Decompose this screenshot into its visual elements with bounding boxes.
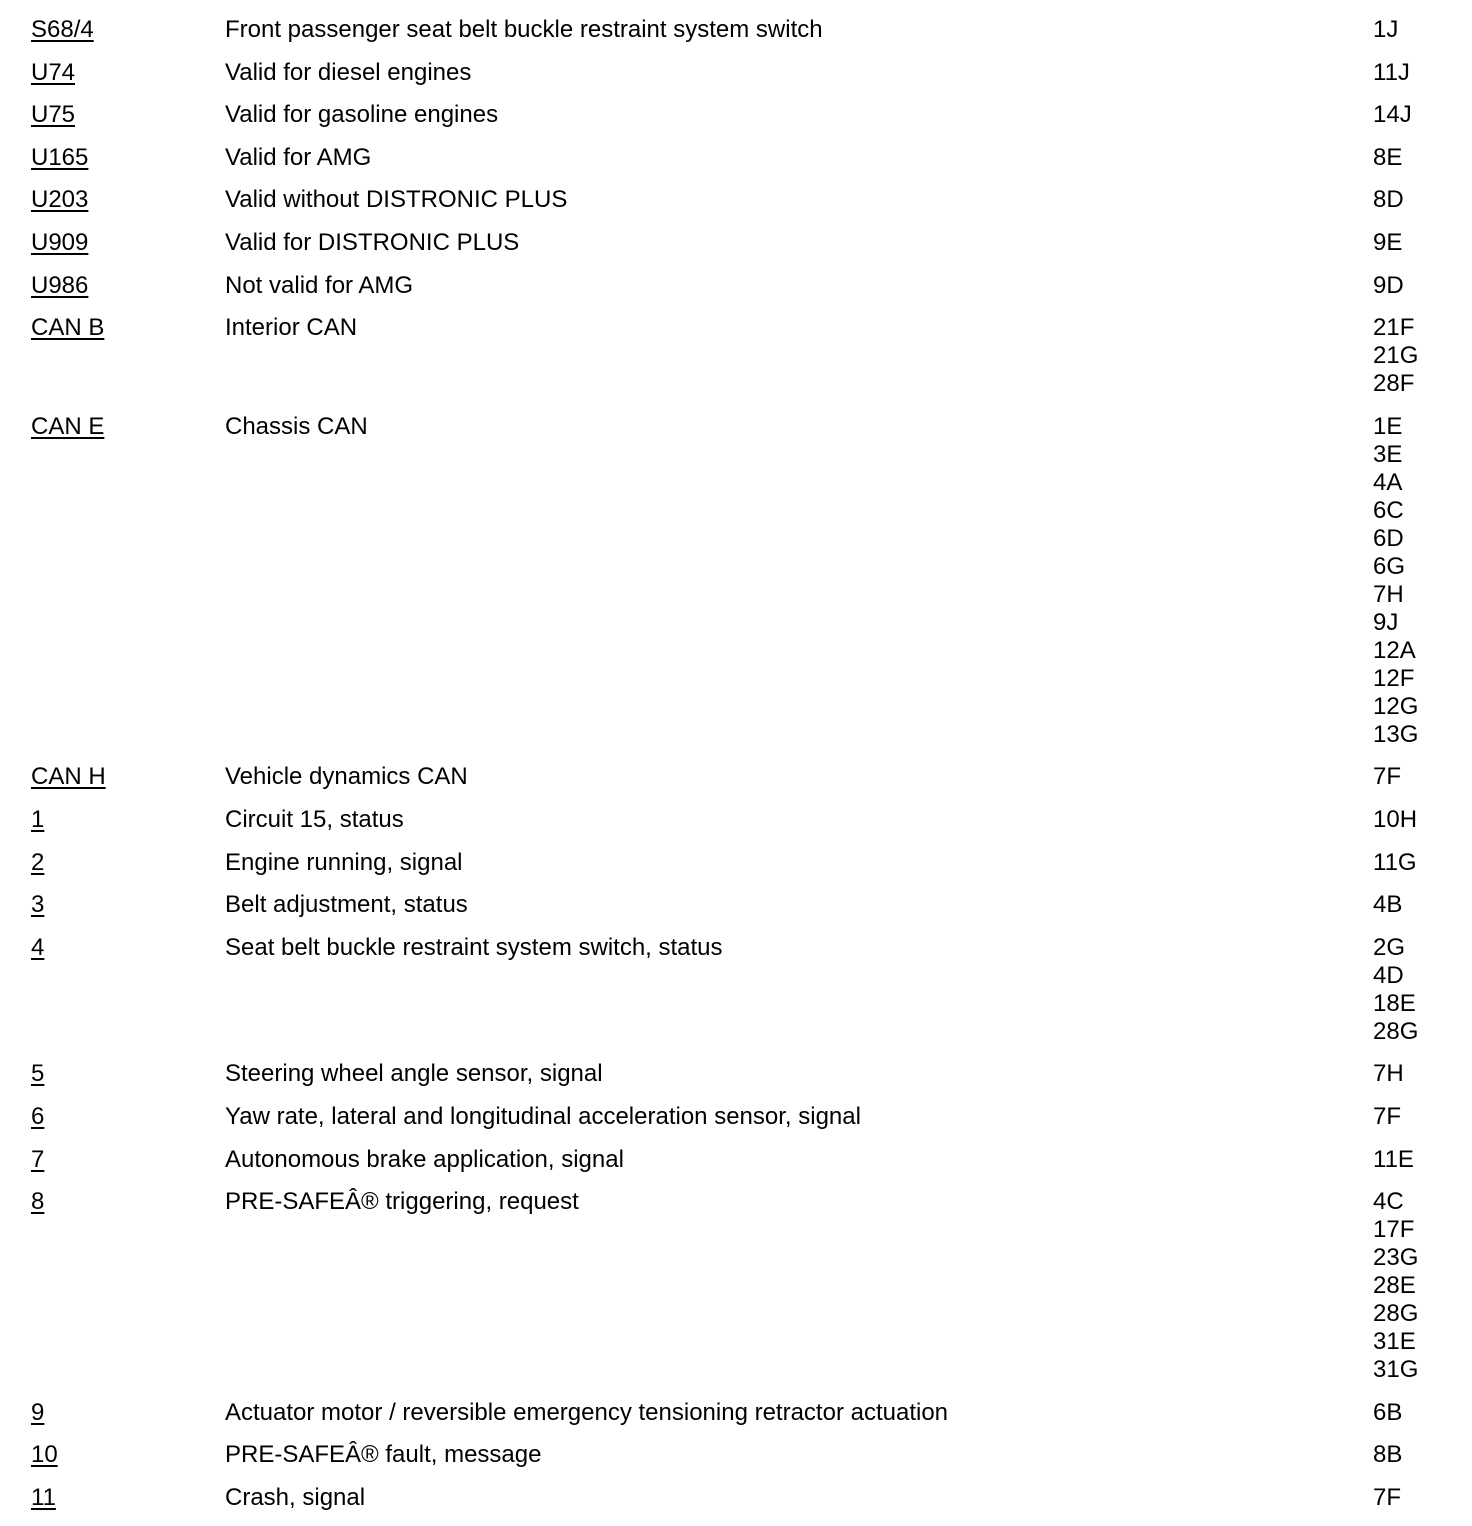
legend-code-link[interactable]: 8 — [31, 1188, 45, 1216]
legend-description: Belt adjustment, status — [225, 891, 468, 919]
legend-row — [31, 314, 1451, 398]
legend-description: Yaw rate, lateral and longitudinal acceleration sensor, signal — [225, 1102, 861, 1130]
grid-reference[interactable]: 6G — [1373, 552, 1406, 580]
legend-description: PRE-SAFEÂ® fault, message — [225, 1441, 542, 1469]
grid-reference[interactable]: 28E — [1373, 1272, 1416, 1300]
legend-description: Actuator motor / reversible emergency tensioning retractor actuation — [225, 1398, 949, 1426]
grid-reference[interactable]: 9J — [1373, 608, 1399, 636]
legend-code-link[interactable]: 4 — [31, 933, 45, 961]
legend-code-link[interactable]: 7 — [31, 1145, 45, 1173]
grid-reference[interactable]: 18E — [1373, 989, 1416, 1017]
legend-table — [31, 16, 1451, 1526]
grid-reference[interactable]: 31G — [1373, 1356, 1419, 1384]
legend-code-link[interactable]: 1 — [31, 805, 45, 833]
grid-reference[interactable]: 11J — [1373, 58, 1410, 86]
legend-code-link[interactable]: 3 — [31, 891, 45, 919]
legend-code-link[interactable]: U75 — [31, 101, 76, 129]
grid-reference-list — [1373, 229, 1402, 257]
grid-reference[interactable]: 28G — [1373, 1017, 1419, 1045]
grid-reference[interactable]: 7F — [1373, 1483, 1402, 1511]
grid-reference[interactable]: 21G — [1373, 342, 1419, 370]
legend-row — [31, 1484, 1451, 1512]
grid-reference[interactable]: 4D — [1373, 961, 1404, 989]
grid-reference[interactable]: 28G — [1373, 1300, 1419, 1328]
grid-reference-list — [1373, 1146, 1414, 1174]
legend-code-link[interactable]: 2 — [31, 848, 45, 876]
legend-code-link[interactable]: 11 — [31, 1483, 56, 1511]
grid-reference[interactable]: 3E — [1373, 440, 1403, 468]
grid-reference[interactable]: 12F — [1373, 664, 1415, 692]
grid-reference[interactable]: 7F — [1373, 1102, 1402, 1130]
legend-row — [31, 272, 1451, 300]
legend-row — [31, 1188, 1451, 1384]
grid-reference[interactable]: 8B — [1373, 1441, 1403, 1469]
grid-reference[interactable]: 10H — [1373, 805, 1418, 833]
legend-description: Valid for gasoline engines — [225, 101, 499, 129]
grid-reference[interactable]: 4C — [1373, 1188, 1404, 1216]
grid-reference[interactable]: 1J — [1373, 16, 1399, 43]
grid-reference-list — [1373, 806, 1417, 834]
legend-code-link[interactable]: CAN H — [31, 763, 106, 791]
legend-row — [31, 934, 1451, 1046]
legend-description: Seat belt buckle restraint system switch, status — [225, 933, 723, 961]
grid-reference[interactable]: 12G — [1373, 692, 1419, 720]
legend-code-link[interactable]: U986 — [31, 271, 89, 299]
legend-description: Not valid for AMG — [225, 271, 414, 299]
legend-row — [31, 186, 1451, 214]
grid-reference-list — [1373, 849, 1417, 877]
legend-description: Valid for diesel engines — [225, 58, 472, 86]
legend-description: Chassis CAN — [225, 412, 368, 440]
legend-code-link[interactable]: 9 — [31, 1398, 45, 1426]
legend-row — [31, 1441, 1451, 1469]
legend-description: Interior CAN — [225, 314, 358, 342]
legend-description: Valid for DISTRONIC PLUS — [225, 228, 520, 256]
grid-reference-list — [1373, 101, 1412, 129]
legend-code-link[interactable]: 10 — [31, 1441, 58, 1469]
legend-code-link[interactable]: U909 — [31, 228, 89, 256]
grid-reference[interactable]: 31E — [1373, 1328, 1416, 1356]
grid-reference-list — [1373, 59, 1410, 87]
grid-reference[interactable]: 2G — [1373, 933, 1406, 961]
legend-description: Autonomous brake application, signal — [225, 1145, 624, 1173]
legend-row — [31, 413, 1451, 749]
grid-reference[interactable]: 28F — [1373, 370, 1415, 398]
legend-code-link[interactable]: CAN B — [31, 314, 105, 342]
grid-reference-list — [1373, 763, 1401, 791]
legend-row — [31, 59, 1451, 87]
legend-code-link[interactable]: 5 — [31, 1060, 45, 1088]
legend-row — [31, 1146, 1451, 1174]
grid-reference[interactable]: 6D — [1373, 524, 1404, 552]
grid-reference[interactable]: 11E — [1373, 1145, 1414, 1173]
grid-reference[interactable]: 6C — [1373, 496, 1404, 524]
grid-reference-list — [1373, 272, 1404, 300]
legend-row — [31, 849, 1451, 877]
legend-description: Valid without DISTRONIC PLUS — [225, 186, 568, 214]
grid-reference[interactable]: 13G — [1373, 720, 1419, 748]
legend-row — [31, 144, 1451, 172]
legend-description: Front passenger seat belt buckle restraint system switch — [225, 16, 823, 43]
legend-description: Steering wheel angle sensor, signal — [225, 1060, 603, 1088]
legend-code-link[interactable]: U165 — [31, 143, 89, 171]
legend-code-link[interactable]: U74 — [31, 58, 76, 86]
legend-row — [31, 891, 1451, 919]
legend-row — [31, 16, 1451, 44]
grid-reference[interactable]: 1E — [1373, 412, 1403, 440]
legend-code-link[interactable]: 6 — [31, 1102, 45, 1130]
grid-reference[interactable]: 23G — [1373, 1244, 1419, 1272]
grid-reference-list — [1373, 1441, 1402, 1469]
grid-reference-list — [1373, 1399, 1402, 1427]
grid-reference[interactable]: 7H — [1373, 580, 1404, 608]
legend-row — [31, 763, 1451, 791]
legend-description: PRE-SAFEÂ® triggering, request — [225, 1188, 579, 1216]
grid-reference-list — [1373, 314, 1418, 398]
grid-reference-list — [1373, 144, 1402, 172]
grid-reference[interactable]: 17F — [1373, 1216, 1415, 1244]
legend-description: Crash, signal — [225, 1483, 366, 1511]
grid-reference[interactable]: 4B — [1373, 891, 1403, 919]
grid-reference[interactable]: 4A — [1373, 468, 1403, 496]
grid-reference[interactable]: 7H — [1373, 1060, 1404, 1088]
grid-reference[interactable]: 11G — [1373, 848, 1417, 876]
legend-row — [31, 229, 1451, 257]
legend-row — [31, 806, 1451, 834]
legend-row — [31, 1103, 1451, 1131]
grid-reference[interactable]: 21F — [1373, 314, 1415, 342]
legend-code-link[interactable]: S68/4 — [31, 16, 94, 43]
legend-description: Circuit 15, status — [225, 805, 404, 833]
grid-reference[interactable]: 14J — [1373, 101, 1412, 129]
legend-row — [31, 1399, 1451, 1427]
grid-reference-list — [1373, 186, 1404, 214]
grid-reference-list — [1373, 1060, 1404, 1088]
grid-reference[interactable]: 12A — [1373, 636, 1416, 664]
grid-reference[interactable]: 9D — [1373, 271, 1404, 299]
grid-reference-list — [1373, 16, 1398, 44]
grid-reference-list — [1373, 413, 1418, 749]
legend-row — [31, 1060, 1451, 1088]
grid-reference[interactable]: 8E — [1373, 143, 1403, 171]
grid-reference-list — [1373, 934, 1418, 1046]
grid-reference-list — [1373, 891, 1402, 919]
grid-reference-list — [1373, 1484, 1401, 1512]
legend-description: Valid for AMG — [225, 143, 372, 171]
grid-reference[interactable]: 8D — [1373, 186, 1404, 214]
legend-row — [31, 101, 1451, 129]
grid-reference-list — [1373, 1103, 1401, 1131]
legend-code-link[interactable]: U203 — [31, 186, 89, 214]
legend-description: Engine running, signal — [225, 848, 463, 876]
grid-reference-list — [1373, 1188, 1418, 1384]
legend-description: Vehicle dynamics CAN — [225, 763, 468, 791]
grid-reference[interactable]: 6B — [1373, 1398, 1403, 1426]
grid-reference[interactable]: 9E — [1373, 228, 1403, 256]
grid-reference[interactable]: 7F — [1373, 763, 1402, 791]
legend-code-link[interactable]: CAN E — [31, 412, 105, 440]
